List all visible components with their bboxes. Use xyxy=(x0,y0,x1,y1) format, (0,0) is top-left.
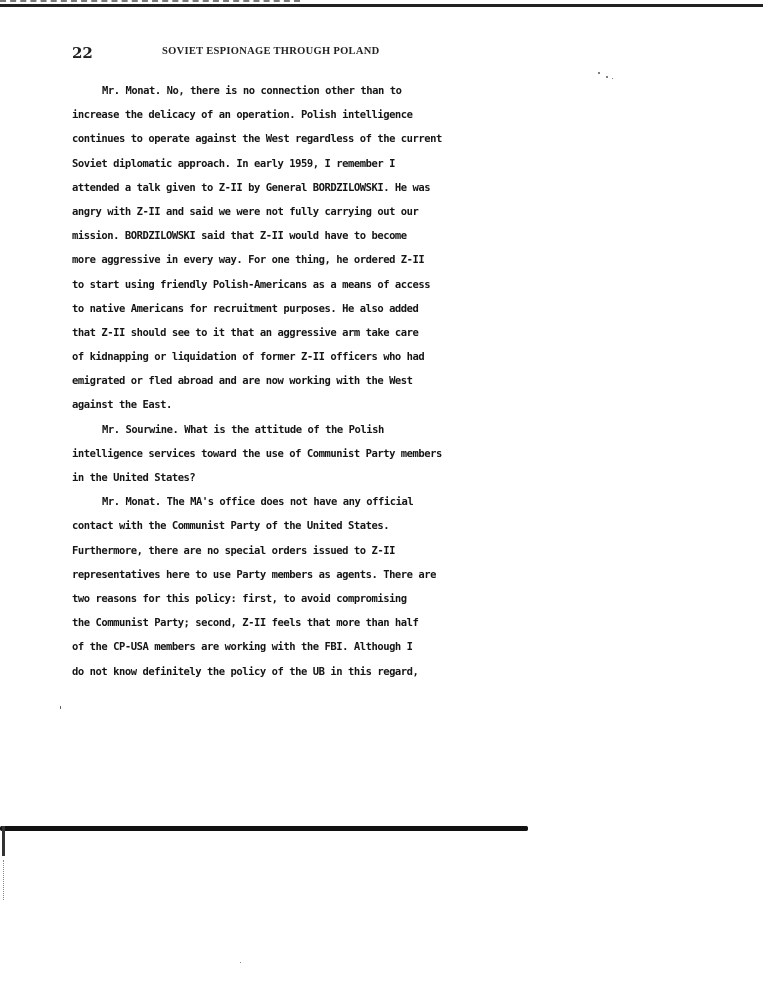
text-line: to start using friendly Polish-Americans as a means of access xyxy=(72,278,431,291)
text-line: attended a talk given to Z-II by General BORDZILOWSKI. He was xyxy=(72,181,431,194)
scan-artifact-bottom-rule xyxy=(0,826,528,831)
scan-speck xyxy=(240,962,241,963)
text-line: do not know definitely the policy of the UB in this regard, xyxy=(72,665,419,678)
text-line: Soviet diplomatic approach. In early 1959, I remember I xyxy=(72,157,395,170)
scan-artifact-left-dots xyxy=(3,860,5,900)
text-line: Mr. Monat. The MA's office does not have any official xyxy=(102,496,414,509)
scan-speck xyxy=(606,76,608,78)
text-line: emigrated or fled abroad and are now working with the West xyxy=(72,375,413,388)
text-line: in the United States? xyxy=(72,472,196,484)
text-line: of kidnapping or liquidation of former Z-II officers who had xyxy=(72,351,425,364)
scan-speck xyxy=(612,78,613,79)
text-line: Mr. Monat. No, there is no connection other than to xyxy=(102,85,402,97)
text-line: that Z-II should see to it that an aggressive arm take care xyxy=(72,326,419,339)
text-line: Furthermore, there are no special orders issued to Z-II xyxy=(72,544,395,557)
page-number: 22 xyxy=(72,44,93,62)
text-line: two reasons for this policy: first, to avoid compromising xyxy=(72,592,407,605)
text-line: against the East. xyxy=(72,399,172,412)
text-line: contact with the Communist Party of the United States. xyxy=(72,520,390,533)
text-line: representatives here to use Party members as agents. There are xyxy=(72,568,437,581)
text-line: increase the delicacy of an operation. Polish intelligence xyxy=(72,109,413,122)
text-line: Mr. Sourwine. What is the attitude of the Polish xyxy=(102,423,384,436)
text-line: angry with Z-II and said we were not fully carrying out our xyxy=(72,205,419,218)
running-head: SOVIET ESPIONAGE THROUGH POLAND xyxy=(162,46,380,57)
text-line: continues to operate against the West regardless of the current xyxy=(72,133,442,146)
scan-artifact-left-tick xyxy=(2,826,5,856)
text-line: to native Americans for recruitment purposes. He also added xyxy=(72,302,419,315)
text-line: of the CP-USA members are working with the FBI. Although I xyxy=(72,641,413,654)
scan-speck xyxy=(598,72,600,74)
text-line: mission. BORDZILOWSKI said that Z-II would have to become xyxy=(72,230,407,243)
scan-artifact-top-rule xyxy=(0,4,763,7)
text-line: more aggressive in every way. For one thing, he ordered Z-II xyxy=(72,254,425,267)
scan-speck xyxy=(60,706,61,709)
text-line: intelligence services toward the use of Communist Party members xyxy=(72,447,442,460)
body-text xyxy=(72,84,482,689)
text-line: the Communist Party; second, Z-II feels that more than half xyxy=(72,617,419,630)
page-header xyxy=(72,44,572,64)
